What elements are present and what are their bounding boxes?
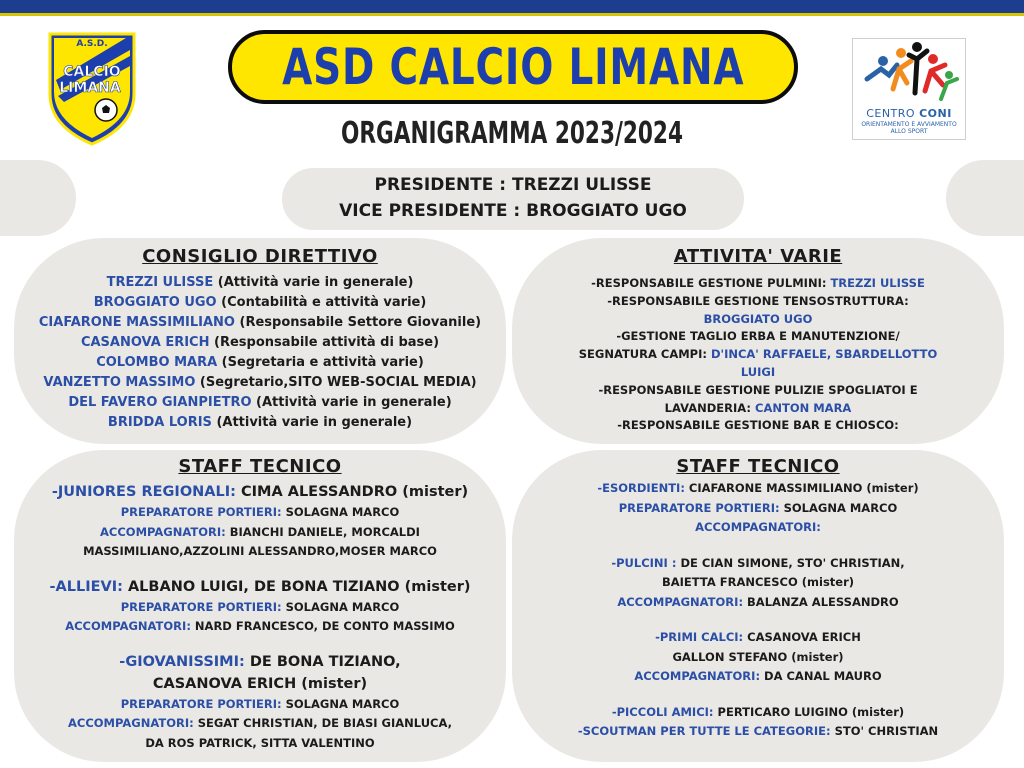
category-staff: STO' CHRISTIAN <box>834 724 939 738</box>
member-role: (Attività varie in generale) <box>251 395 452 410</box>
allievi-line <box>14 576 506 598</box>
allievi-acc <box>14 617 506 637</box>
allievi-prep <box>14 598 506 618</box>
juniores-acc <box>14 523 506 543</box>
coni-tagline <box>853 121 965 135</box>
activity-line: -RESPONSABILE GESTIONE BAR E CHIOSCO: <box>617 418 899 433</box>
role-name: SOLAGNA MARCO <box>285 696 400 711</box>
staff-tecnico-panel-right <box>512 450 1004 762</box>
logo-name-line1: CALCIO <box>63 64 121 80</box>
decorative-pill-right <box>946 160 1024 236</box>
member-role: (Attività varie in generale) <box>213 275 414 290</box>
category-staff: ALBANO LUIGI, DE BONA TIZIANO (mister) <box>127 578 471 595</box>
activity-name: D'INCA' RAFFAELE, SBARDELLOTTO <box>711 347 938 362</box>
category-label: -ALLIEVI: <box>49 578 128 595</box>
pulcini-acc <box>512 593 1004 613</box>
role-name: SOLAGNA MARCO <box>285 505 400 519</box>
pulcini-line-2: BAIETTA FRANCESCO (mister) <box>661 575 855 589</box>
consiglio-title: CONSIGLIO DIRETTIVO <box>142 246 378 267</box>
member-row <box>14 293 506 313</box>
primi-calci-acc <box>512 667 1004 687</box>
member-name: BRIDDA LORIS <box>107 415 212 430</box>
juniores-line <box>14 481 506 503</box>
member-row <box>14 353 506 373</box>
role-name: DA CANAL MAURO <box>764 669 882 683</box>
member-name: VANZETTO MASSIMO <box>43 375 196 390</box>
scoutman-line <box>512 722 1004 742</box>
activity-label: -RESPONSABILE GESTIONE PULMINI: <box>591 276 831 290</box>
member-name: CIAFARONE MASSIMILIANO <box>38 315 235 330</box>
esordienti-line <box>512 479 1004 499</box>
logo-name-line2: LIMANA <box>59 80 121 96</box>
category-staff: DE CIAN SIMONE, STO' CHRISTIAN, <box>680 555 905 570</box>
member-role: (Contabilità e attività varie) <box>216 295 427 310</box>
role-label: PREPARATORE PORTIERI: <box>120 696 286 711</box>
activity-line: -GESTIONE TAGLIO ERBA E MANUTENZIONE/ <box>616 329 900 344</box>
role-name: NARD FRANCESCO, DE CONTO MASSIMO <box>194 619 455 633</box>
attivita-title: ATTIVITA' VARIE <box>673 246 843 267</box>
category-label: -PULCINI : <box>611 555 681 570</box>
juniores-prep <box>14 503 506 523</box>
activity-name: CANTON MARA <box>755 400 852 415</box>
role-name: BIANCHI DANIELE, MORCALDI <box>229 524 420 539</box>
category-staff: CASANOVA ERICH <box>747 630 861 644</box>
activity-line: LUIGI <box>740 364 776 379</box>
member-name: COLOMBO MARA <box>96 355 218 370</box>
member-row <box>14 313 506 333</box>
giovanissimi-line-2: CASANOVA ERICH (mister) <box>152 675 368 692</box>
category-label: -PICCOLI AMICI: <box>611 704 718 719</box>
coni-name <box>853 107 965 120</box>
giovanissimi-line <box>14 651 506 673</box>
page-title: ASD CALCIO LIMANA <box>281 38 745 96</box>
coni-logo <box>852 38 966 140</box>
role-label: PREPARATORE PORTIERI: <box>618 500 784 515</box>
category-label: -GIOVANISSIMI: <box>119 653 250 670</box>
role-label: ACCOMPAGNATORI: <box>68 716 198 730</box>
staff-title-right: STAFF TECNICO <box>676 456 840 477</box>
role-name: BALANZA ALESSANDRO <box>747 594 899 609</box>
coni-name-light: CENTRO <box>866 107 920 120</box>
title-banner <box>228 30 798 104</box>
role-name: SEGAT CHRISTIAN, DE BIASI GIANLUCA, <box>197 716 452 730</box>
member-row <box>14 273 506 293</box>
category-staff: CIMA ALESSANDRO (mister) <box>235 484 469 500</box>
vice-president-line: VICE PRESIDENTE : BROGGIATO UGO <box>339 201 687 221</box>
role-name: SOLAGNA MARCO <box>783 500 898 515</box>
activity-line: BROGGIATO UGO <box>703 311 813 326</box>
member-name: DEL FAVERO GIANPIETRO <box>68 395 252 410</box>
role-label: ACCOMPAGNATORI: <box>65 619 195 633</box>
activity-line <box>512 275 1004 293</box>
category-label: -ESORDIENTI: <box>597 481 689 495</box>
category-staff: DE BONA TIZIANO, <box>249 653 401 670</box>
staff-tecnico-panel-left <box>14 450 506 762</box>
member-role: (Responsabile attività di base) <box>209 335 440 350</box>
consiglio-direttivo-panel <box>14 238 506 444</box>
club-logo <box>46 30 138 148</box>
role-label: ACCOMPAGNATORI: <box>617 594 748 609</box>
member-row <box>14 333 506 353</box>
member-role: (Segretaria e attività varie) <box>217 355 424 370</box>
member-name: CASANOVA ERICH <box>80 335 210 350</box>
piccoli-amici-line <box>512 703 1004 723</box>
staff-title-left: STAFF TECNICO <box>178 456 342 477</box>
member-role: (Attività varie in generale) <box>211 415 413 430</box>
president-line: PRESIDENTE : TREZZI ULISSE <box>374 175 652 195</box>
role-label: PREPARATORE PORTIERI: <box>120 599 286 614</box>
role-label: ACCOMPAGNATORI: <box>634 669 765 683</box>
category-label: -PRIMI CALCI: <box>655 630 748 644</box>
activity-line: -RESPONSABILE GESTIONE TENSOSTRUTTURA: <box>607 293 909 308</box>
giovanissimi-acc <box>14 714 506 734</box>
coni-name-bold: CONI <box>919 107 952 120</box>
giovanissimi-prep <box>14 695 506 715</box>
activity-line <box>512 400 1004 418</box>
activity-label: SEGNATURA CAMPI: <box>578 347 711 362</box>
activity-line <box>512 346 1004 364</box>
logo-top-text: A.S.D. <box>76 39 108 49</box>
category-staff: PERTICARO LUIGINO (mister) <box>717 704 905 719</box>
member-role: (Segretario,SITO WEB-SOCIAL MEDIA) <box>195 375 477 390</box>
attivita-varie-panel <box>512 238 1004 444</box>
coni-tagline-1: ORIENTAMENTO E AVVIAMENTO <box>861 121 957 128</box>
primi-calci-line <box>512 628 1004 648</box>
member-role: (Responsabile Settore Giovanile) <box>234 315 482 330</box>
role-name: SOLAGNA MARCO <box>285 599 400 614</box>
juniores-acc-2: MASSIMILIANO,AZZOLINI ALESSANDRO,MOSER MARCO <box>83 544 437 558</box>
top-border-accent <box>0 13 1024 16</box>
member-name: TREZZI ULISSE <box>106 275 214 290</box>
page-subtitle: ORGANIGRAMMA 2023/2024 <box>341 116 683 151</box>
member-name: BROGGIATO UGO <box>93 295 217 310</box>
category-staff: CIAFARONE MASSIMILIANO (mister) <box>688 481 919 495</box>
member-row <box>14 393 506 413</box>
coni-tagline-2: ALLO SPORT <box>890 128 928 135</box>
category-label: -JUNIORES REGIONALI: <box>51 484 236 500</box>
athletes-icon <box>853 39 965 105</box>
member-row <box>14 373 506 393</box>
esordienti-prep <box>512 499 1004 519</box>
role-label: ACCOMPAGNATORI: <box>100 524 230 539</box>
pulcini-line <box>512 554 1004 574</box>
giovanissimi-acc-2: DA ROS PATRICK, SITTA VALENTINO <box>145 735 375 750</box>
member-row <box>14 413 506 433</box>
esordienti-acc: ACCOMPAGNATORI: <box>695 520 821 534</box>
primi-calci-line-2: GALLON STEFANO (mister) <box>672 649 844 664</box>
activity-name: TREZZI ULISSE <box>830 276 925 290</box>
activity-line: -RESPONSABILE GESTIONE PULIZIE SPOGLIATOI E <box>598 382 918 397</box>
role-label: PREPARATORE PORTIERI: <box>120 505 286 519</box>
presidency-box <box>282 168 744 230</box>
decorative-pill-left <box>0 160 76 236</box>
category-label: -SCOUTMAN PER TUTTE LE CATEGORIE: <box>577 724 835 738</box>
activity-label: LAVANDERIA: <box>664 400 756 415</box>
